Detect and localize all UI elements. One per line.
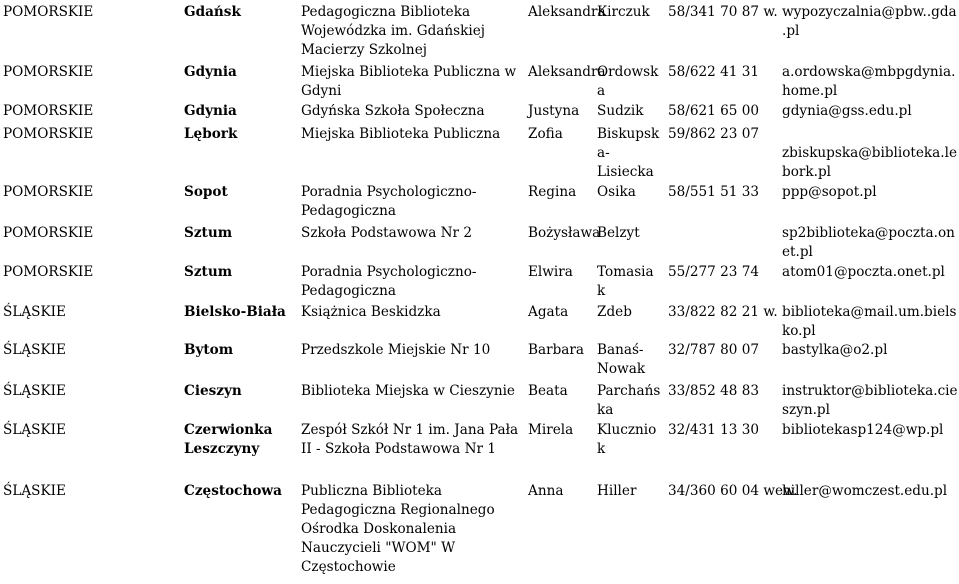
institution-cell: Poradnia Psychologiczno- Pedagogiczna (301, 264, 477, 299)
last-name-cell: Klucznio k (597, 422, 657, 457)
institution-cell: Miejska Biblioteka Publiczna (301, 126, 501, 142)
institution-cell: Pedagogiczna Biblioteka Wojewódzka im. Gdańskiej Macierzy Szkolnej (301, 4, 485, 58)
institution-cell: Gdyńska Szkoła Społeczna (301, 103, 485, 119)
voivodeship-cell: POMORSKIE (3, 264, 94, 280)
city-cell: Bytom (184, 342, 234, 358)
table-row (0, 102, 959, 121)
email-cell: atom01@poczta.onet.pl (782, 264, 945, 280)
phone-cell: 33/822 82 21 w. (668, 304, 778, 320)
first-name-cell: Justyna (528, 103, 580, 119)
city-cell: Sztum (184, 225, 233, 241)
first-name-cell: Barbara (528, 342, 585, 358)
institution-cell: Miejska Biblioteka Publiczna w Gdyni (301, 64, 517, 99)
last-name-cell: Zdeb (597, 304, 632, 320)
table-row (0, 382, 959, 420)
city-cell: Cieszyn (184, 383, 242, 399)
institution-cell: Książnica Beskidzka (301, 304, 441, 320)
voivodeship-cell: ŚLĄSKIE (3, 304, 66, 320)
voivodeship-cell: POMORSKIE (3, 225, 94, 241)
first-name-cell: Zofia (528, 126, 563, 142)
last-name-cell: Kirczuk (597, 4, 650, 20)
last-name-cell: Banaś- Nowak (597, 342, 646, 377)
city-cell: Sztum (184, 264, 233, 280)
email-cell: sp2biblioteka@poczta.on et.pl (782, 225, 955, 260)
phone-cell: 58/622 41 31 (668, 64, 760, 80)
email-cell: ppp@sopot.pl (782, 184, 877, 200)
institution-cell: Przedszkole Miejskie Nr 10 (301, 342, 491, 358)
email-cell: bibliotekasp124@wp.pl (782, 422, 944, 438)
last-name-cell: Ordowsk a (597, 64, 659, 99)
table-row (0, 482, 959, 580)
email-cell: bastylka@o2.pl (782, 342, 888, 358)
first-name-cell: Aleksandra (528, 4, 606, 20)
institution-cell: Zespół Szkół Nr 1 im. Jana Pała II - Szkoła Podstawowa Nr 1 (301, 422, 519, 457)
voivodeship-cell: POMORSKIE (3, 184, 94, 200)
last-name-cell: Sudzik (597, 103, 644, 119)
first-name-cell: Mirela (528, 422, 574, 438)
first-name-cell: Bożysława (528, 225, 601, 241)
voivodeship-cell: ŚLĄSKIE (3, 483, 66, 499)
voivodeship-cell: ŚLĄSKIE (3, 342, 66, 358)
phone-cell: 55/277 23 74 (668, 264, 760, 280)
city-cell: Gdynia (184, 64, 237, 80)
institution-cell: Biblioteka Miejska w Cieszynie (301, 383, 515, 399)
voivodeship-cell: ŚLĄSKIE (3, 422, 66, 438)
table-row (0, 263, 959, 301)
first-name-cell: Agata (528, 304, 569, 320)
institution-cell: Publiczna Biblioteka Pedagogiczna Regionalnego Ośrodka Doskonalenia Nauczycieli "WOM" W Częstochowie (301, 483, 495, 575)
first-name-cell: Anna (528, 483, 564, 499)
first-name-cell: Aleksandra (528, 64, 606, 80)
phone-cell: 59/862 23 07 (668, 126, 760, 142)
last-name-cell: Hiller (597, 483, 637, 499)
email-cell: biblioteka@mail.um.biels ko.pl (782, 304, 957, 339)
phone-cell: 58/621 65 00 (668, 103, 760, 119)
table-row (0, 224, 959, 262)
city-cell: Gdańsk (184, 4, 241, 20)
phone-cell: 34/360 60 04 wew. (668, 483, 798, 499)
first-name-cell: Regina (528, 184, 577, 200)
email-cell: zbiskupska@biblioteka.le bork.pl (782, 145, 957, 180)
phone-cell: 58/551 51 33 (668, 184, 760, 200)
voivodeship-cell: ŚLĄSKIE (3, 383, 66, 399)
email-cell: gdynia@gss.edu.pl (782, 103, 912, 119)
voivodeship-cell: POMORSKIE (3, 126, 94, 142)
phone-cell: 32/787 80 07 (668, 342, 760, 358)
email-cell: hiller@womczest.edu.pl (782, 483, 948, 499)
table-row (0, 183, 959, 221)
voivodeship-cell: POMORSKIE (3, 4, 94, 20)
phone-cell: 33/852 48 83 (668, 383, 760, 399)
first-name-cell: Beata (528, 383, 568, 399)
first-name-cell: Elwira (528, 264, 573, 280)
email-cell: a.ordowska@mbpgdynia. home.pl (782, 64, 956, 99)
voivodeship-cell: POMORSKIE (3, 103, 94, 119)
table-row (0, 303, 959, 341)
city-cell: Bielsko-Biała (184, 304, 286, 320)
city-cell: Lębork (184, 126, 238, 142)
email-cell: instruktor@biblioteka.cie szyn.pl (782, 383, 958, 418)
last-name-cell: Parchańs ka (597, 383, 661, 418)
city-cell: Gdynia (184, 103, 237, 119)
last-name-cell: Biskupsk a- Lisiecka (597, 126, 660, 180)
table-row (0, 3, 959, 60)
institution-cell: Poradnia Psychologiczno- Pedagogiczna (301, 184, 477, 219)
last-name-cell: Belzyt (597, 225, 640, 241)
table-row (0, 421, 959, 459)
phone-cell: 32/431 13 30 (668, 422, 760, 438)
city-cell: Częstochowa (184, 483, 282, 499)
voivodeship-cell: POMORSKIE (3, 64, 94, 80)
phone-cell: 58/341 70 87 w. (668, 4, 778, 20)
institution-cell: Szkoła Podstawowa Nr 2 (301, 225, 472, 241)
city-cell: Czerwionka Leszczyny (184, 422, 273, 457)
email-cell: wypozyczalnia@pbw..gda .pl (782, 4, 957, 39)
last-name-cell: Tomasia k (597, 264, 654, 299)
city-cell: Sopot (184, 184, 228, 200)
table-row (0, 341, 959, 379)
table-row (0, 125, 959, 182)
last-name-cell: Osika (597, 184, 636, 200)
table-row (0, 63, 959, 101)
